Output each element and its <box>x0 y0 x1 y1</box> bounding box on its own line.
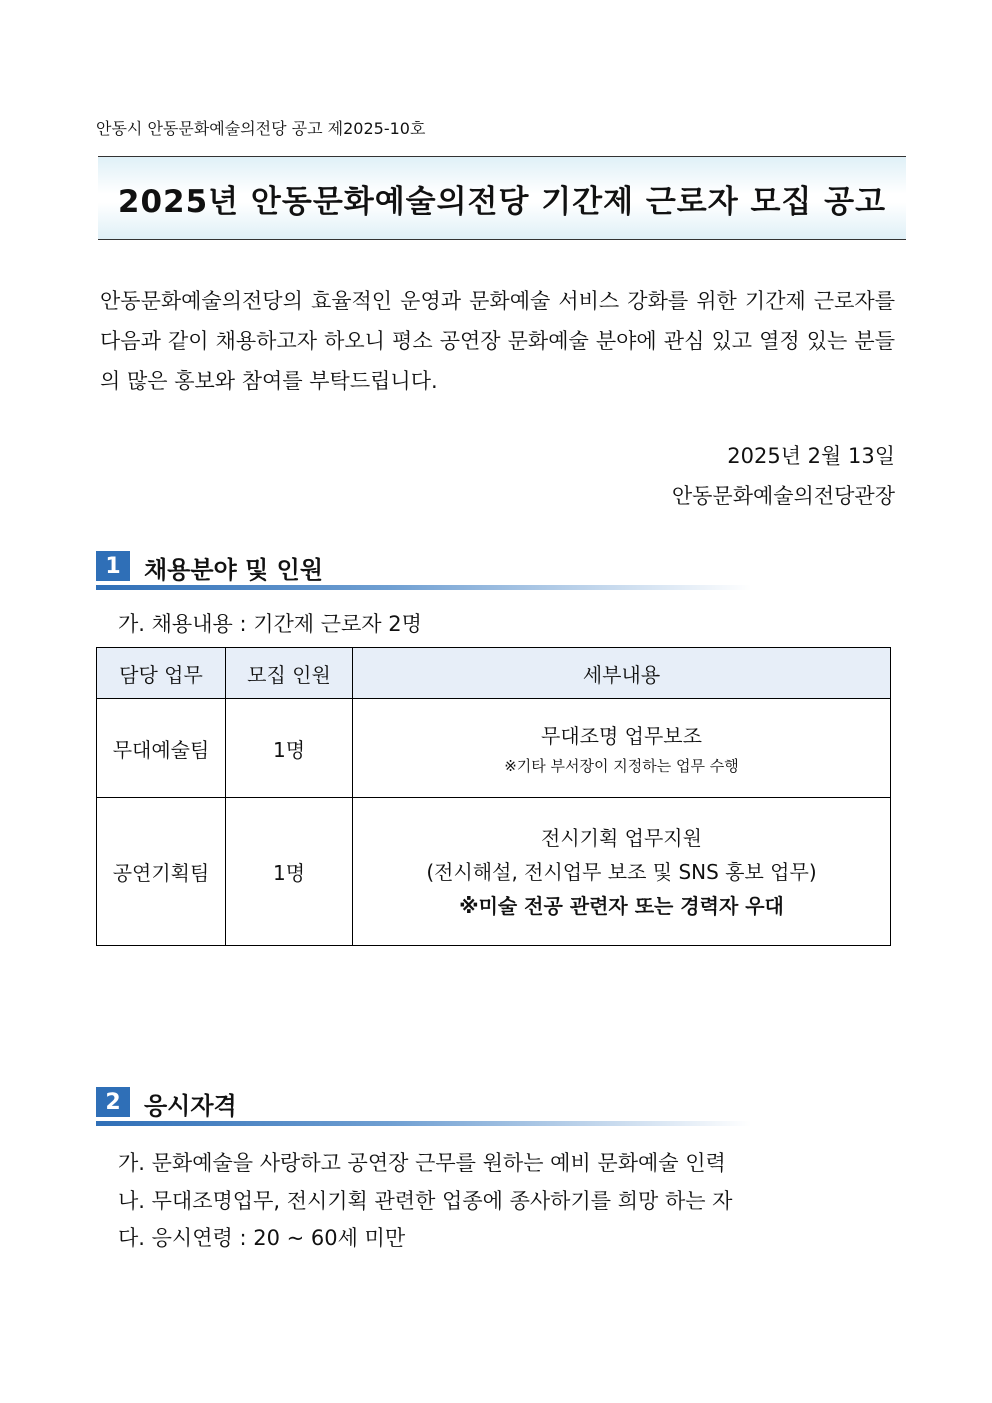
qualification-item: 다. 응시연령 : 20 ~ 60세 미만 <box>118 1226 406 1250</box>
section-2-underline <box>96 1121 751 1126</box>
section-1-sub: 가. 채용내용 : 기간제 근로자 2명 <box>118 612 422 636</box>
section-1-title: 채용분야 및 인원 <box>144 556 323 584</box>
detail-main: 전시기획 업무지원 <box>541 825 702 850</box>
row-detail <box>353 699 891 798</box>
section-1-underline <box>96 585 751 590</box>
detail-preference: ※미술 전공 관련자 또는 경력자 우대 <box>459 893 784 918</box>
row-dept: 공연기획팀 <box>97 798 226 946</box>
notice-number: 안동시 안동문화예술의전당 공고 제2025-10호 <box>96 119 426 138</box>
table-row <box>97 699 891 798</box>
qualification-item: 가. 문화예술을 사랑하고 공연장 근무를 원하는 예비 문화예술 인력 <box>118 1151 726 1175</box>
section-2-header <box>96 1087 756 1127</box>
row-detail <box>353 798 891 946</box>
detail-sub: (전시해설, 전시업무 보조 및 SNS 홍보 업무) <box>426 859 817 884</box>
recruitment-table <box>96 647 891 946</box>
detail-main: 무대조명 업무보조 <box>541 724 702 748</box>
table-row <box>97 798 891 946</box>
header-count: 모집 인원 <box>226 648 353 699</box>
intro-paragraph: 안동문화예술의전당의 효율적인 운영과 문화예술 서비스 강화를 위한 기간제 근로자를 다음과 같이 채용하고자 하오니 평소 공연장 문화예술 분야에 관심 있고 열정 있는 분들의 많은 홍보와 참여를 부탁드립니다. <box>100 289 895 393</box>
header-detail: 세부내용 <box>353 648 891 699</box>
header-dept: 담당 업무 <box>97 648 226 699</box>
page-title: 2025년 안동문화예술의전당 기간제 근로자 모집 공고 <box>117 183 887 220</box>
section-2-title: 응시자격 <box>144 1092 237 1120</box>
detail-note: ※기타 부서장이 지정하는 업무 수행 <box>504 757 739 775</box>
row-dept: 무대예술팀 <box>97 699 226 798</box>
section-1-header <box>96 551 756 591</box>
section-1-number: 1 <box>96 551 130 581</box>
table-header-row <box>97 648 891 699</box>
qualification-item: 나. 무대조명업무, 전시기획 관련한 업종에 종사하기를 희망 하는 자 <box>118 1189 733 1213</box>
row-count: 1명 <box>226 699 353 798</box>
row-count: 1명 <box>226 798 353 946</box>
notice-date: 2025년 2월 13일 <box>727 444 895 468</box>
title-banner <box>98 156 906 240</box>
section-2-number: 2 <box>96 1087 130 1117</box>
issuer-name: 안동문화예술의전당관장 <box>671 484 895 508</box>
